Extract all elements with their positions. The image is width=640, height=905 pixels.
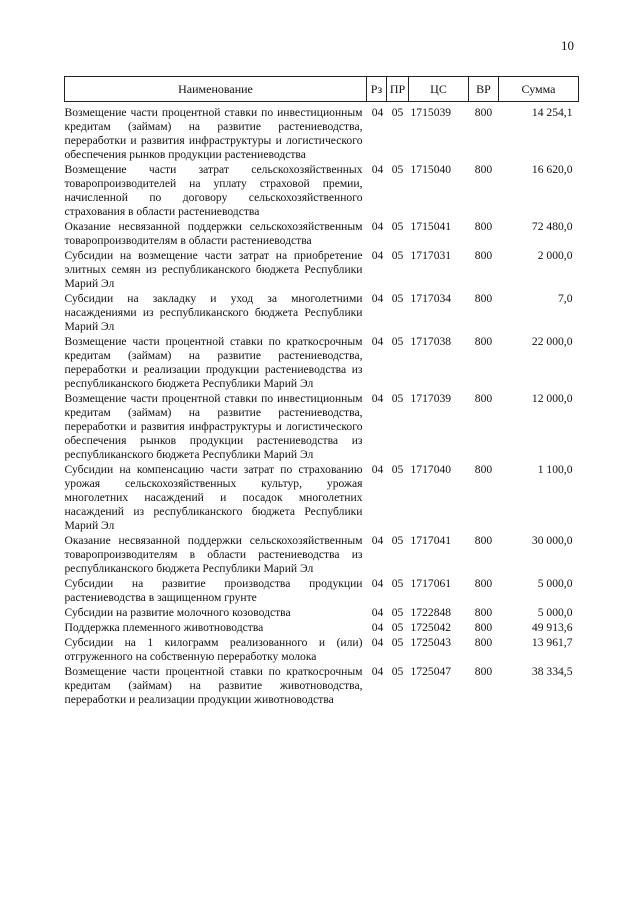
cell-rz: 04 [371,292,384,305]
cell-pr: 05 [391,636,404,649]
cell-sum: 5 000,0 [537,577,573,590]
cell-rz: 04 [371,392,384,405]
table-row [65,102,579,164]
cell-pr: 05 [391,335,404,348]
header-pr: ПР [387,77,409,102]
cell-cs: 1717039 [410,392,452,405]
cell-sum: 38 334,5 [531,665,573,678]
cell-rz: 04 [371,534,384,547]
cell-name: Субсидии на 1 килограмм реализованного и (или) отгруженного на собственную переработку молока [64,636,363,663]
header-cs: ЦС [409,77,469,102]
cell-rz: 04 [371,163,384,176]
cell-vr: 800 [474,249,493,262]
cell-cs: 1715039 [410,106,452,119]
cell-vr: 800 [474,534,493,547]
cell-cs: 1715041 [410,220,452,233]
cell-sum: 7,0 [558,292,573,305]
cell-pr: 05 [391,106,404,119]
table-row [65,463,579,534]
cell-name: Возмещение части процентной ставки по краткосрочным кредитам (займам) на развитие растениеводства, переработки и реализации продукции растениеводства из республиканского бюджета Республики Марий Эл [64,335,363,390]
cell-pr: 05 [391,606,404,619]
table-header-row [65,77,579,102]
cell-vr: 800 [474,621,493,634]
cell-sum: 14 254,1 [531,106,573,119]
cell-name: Оказание несвязанной поддержки сельскохозяйственным товаропроизводителям в области растениеводства [64,220,363,247]
cell-cs: 1725047 [410,665,452,678]
cell-pr: 05 [391,392,404,405]
cell-name: Возмещение части затрат сельскохозяйственных товаропроизводителей на уплату страховой премии, начисленной по договору сельскохозяйственного страхования в области растениеводства [64,163,363,218]
cell-sum: 1 100,0 [537,463,573,476]
cell-vr: 800 [474,577,493,590]
cell-sum: 22 000,0 [531,335,573,348]
cell-sum: 30 000,0 [531,534,573,547]
cell-rz: 04 [371,636,384,649]
cell-name: Субсидии на компенсацию части затрат по страхованию урожая сельскохозяйственных культур, урожая многолетних насаждений и посадок многолетних насаждений из республиканского бюджета Республики Марий Эл [64,463,363,532]
cell-sum: 13 961,7 [531,636,573,649]
cell-pr: 05 [391,220,404,233]
table-row [65,292,579,335]
cell-name: Возмещение части процентной ставки по инвестиционным кредитам (займам) на развитие растениеводства, переработки и развития инфраструктуры и логистического обеспечения рынков продукции растениеводства [64,106,363,161]
cell-sum: 16 620,0 [531,163,573,176]
table-row [65,335,579,392]
cell-cs: 1715040 [410,163,452,176]
cell-cs: 1717031 [410,249,452,262]
cell-name: Оказание несвязанной поддержки сельскохозяйственным товаропроизводителям в области растениеводства из республиканского бюджета Республики Марий Эл [64,534,363,575]
cell-cs: 1722848 [410,606,452,619]
cell-name: Субсидии на развитие производства продукции растениеводства в защищенном грунте [64,577,363,604]
cell-vr: 800 [474,292,493,305]
cell-vr: 800 [474,335,493,348]
cell-rz: 04 [371,106,384,119]
cell-name: Субсидии на возмещение части затрат на приобретение элитных семян из республиканского бюджета Республики Марий Эл [64,249,363,290]
cell-pr: 05 [391,292,404,305]
cell-vr: 800 [474,163,493,176]
header-vr: ВР [469,77,499,102]
table-row [65,636,579,665]
page-number: 10 [561,38,574,53]
cell-vr: 800 [474,636,493,649]
cell-pr: 05 [391,163,404,176]
cell-cs: 1717041 [410,534,452,547]
table-row [65,392,579,463]
cell-cs: 1717061 [410,577,452,590]
cell-name: Субсидии на развитие молочного козоводства [64,606,291,619]
table-row [65,220,579,249]
cell-vr: 800 [474,106,493,119]
cell-rz: 04 [371,220,384,233]
cell-sum: 49 913,6 [531,621,573,634]
cell-name: Возмещение части процентной ставки по краткосрочным кредитам (займам) на развитие животноводства, переработки и реализации продукции животноводства [64,665,363,706]
table-row [65,621,579,636]
cell-vr: 800 [474,463,493,476]
cell-cs: 1725043 [410,636,452,649]
cell-vr: 800 [474,220,493,233]
cell-pr: 05 [391,665,404,678]
cell-pr: 05 [391,534,404,547]
cell-sum: 12 000,0 [531,392,573,405]
cell-rz: 04 [371,577,384,590]
header-sum: Сумма [499,77,579,102]
table-row [65,249,579,292]
cell-sum: 5 000,0 [537,606,573,619]
cell-name: Возмещение части процентной ставки по инвестиционным кредитам (займам) на развитие растениеводства, переработки и развития инфраструктуры и логистического обеспечения рынков продукции растениеводства из республиканского бюджета Республики Марий Эл [64,392,363,461]
cell-cs: 1717034 [410,292,452,305]
cell-cs: 1717038 [410,335,452,348]
table-row [65,577,579,606]
cell-pr: 05 [391,249,404,262]
cell-name: Поддержка племенного животноводства [64,621,264,634]
header-rz: Рз [367,77,387,102]
cell-rz: 04 [371,621,384,634]
cell-rz: 04 [371,335,384,348]
cell-cs: 1717040 [410,463,452,476]
cell-sum: 2 000,0 [537,249,573,262]
cell-pr: 05 [391,577,404,590]
table-row [65,534,579,577]
cell-pr: 05 [391,463,404,476]
table-row [65,665,579,708]
cell-vr: 800 [474,392,493,405]
table-row [65,606,579,621]
table-row [65,163,579,220]
cell-vr: 800 [474,606,493,619]
cell-sum: 72 480,0 [531,220,573,233]
cell-rz: 04 [371,606,384,619]
cell-name: Субсидии на закладку и уход за многолетними насаждениями из республиканского бюджета Республики Марий Эл [64,292,363,333]
cell-rz: 04 [371,463,384,476]
header-name: Наименование [65,77,367,102]
budget-table [64,76,579,708]
cell-cs: 1725042 [410,621,452,634]
table-body [65,102,579,709]
cell-rz: 04 [371,249,384,262]
cell-pr: 05 [391,621,404,634]
cell-rz: 04 [371,665,384,678]
cell-vr: 800 [474,665,493,678]
